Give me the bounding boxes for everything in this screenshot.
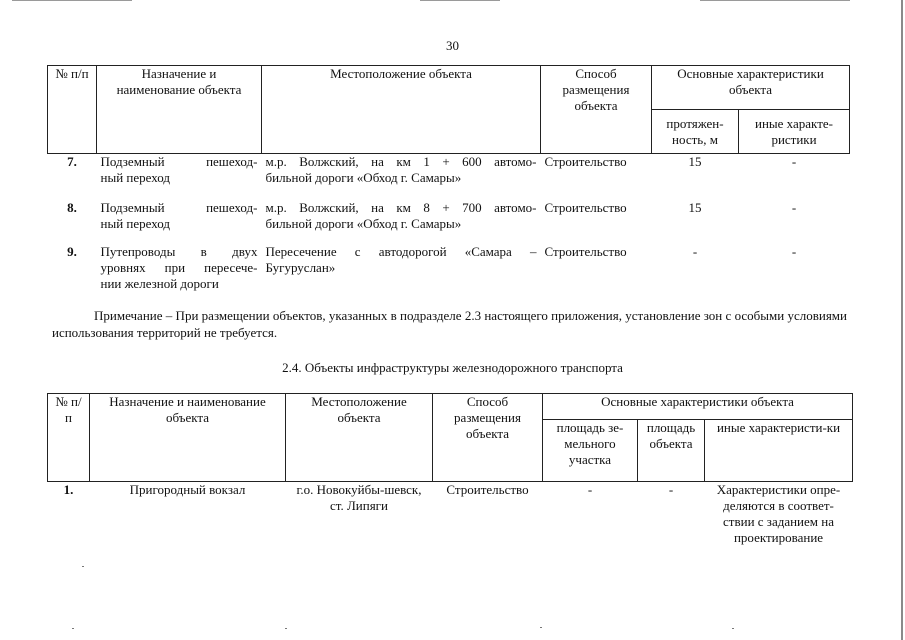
header-location: Местоположение объекта <box>286 394 433 482</box>
row-method: Строительство <box>544 199 627 215</box>
row-other: - <box>739 154 850 200</box>
header-length: протяжен-ность, м <box>652 110 739 154</box>
header-method: Способ размещения объекта <box>541 66 652 154</box>
row-location: Пересечение с автодорогой «Самара – Бугуруслан» <box>265 243 537 275</box>
row-land-area: - <box>543 482 638 554</box>
row-length: - <box>692 243 698 259</box>
page-number: 30 <box>446 38 459 53</box>
row-name: Пригородный вокзал <box>90 482 286 554</box>
row-other: - <box>791 243 797 259</box>
table-row <box>48 154 850 200</box>
header-location: Местоположение объекта <box>262 66 541 154</box>
header-name: Назначение и наименование объекта <box>97 66 262 154</box>
row-location: м.р. Волжский, на км 1 + 600 автомо- бильной дороги «Обход г. Самары» <box>262 154 541 200</box>
row-num: 1. <box>48 482 90 554</box>
header-characteristics: Основные характеристики объекта <box>543 394 853 420</box>
row-method: Строительство <box>433 482 543 554</box>
row-object-area: - <box>638 482 705 554</box>
row-location: г.о. Новокуйбы-шевск, ст. Липяги <box>286 482 433 554</box>
section-title: 2.4. Объекты инфраструктуры железнодорожного транспорта <box>282 360 623 375</box>
scan-speck <box>72 628 74 629</box>
header-name: Назначение и наименование объекта <box>90 394 286 482</box>
header-other: иные характеристи-ки <box>705 420 853 482</box>
scan-speck <box>285 628 287 629</box>
row-other: Характеристики опре-деляются в соответ-ствии с заданием на проектирование <box>705 482 853 554</box>
row-length: 15 <box>652 154 739 200</box>
scan-edge-mark <box>700 0 850 1</box>
row-method: Строительство <box>544 243 627 259</box>
scan-edge-mark <box>12 0 132 1</box>
header-characteristics: Основные характеристики объекта <box>652 66 850 110</box>
row-name: Подземный пешеход- ный переход <box>100 199 258 231</box>
scan-speck <box>82 566 84 567</box>
scan-edge-border <box>901 0 903 640</box>
header-object-area: площадь объекта <box>638 420 705 482</box>
row-length: 15 <box>688 199 702 215</box>
row-other: - <box>791 199 797 215</box>
row-num: 9. <box>67 243 77 259</box>
row-location: м.р. Волжский, на км 8 + 700 автомо- бильной дороги «Обход г. Самары» <box>265 199 537 231</box>
road-objects-table <box>47 65 850 298</box>
row-name: Путепроводы в двух уровнях при пересече- нии железной дороги <box>100 243 258 291</box>
table-row <box>48 482 853 554</box>
table-row <box>48 244 850 298</box>
row-num: 8. <box>67 199 77 215</box>
scan-speck <box>732 628 734 629</box>
header-other: иные характе-ристики <box>739 110 850 154</box>
row-name: Подземный пешеход- ный переход <box>97 154 262 200</box>
railway-objects-table <box>47 393 853 554</box>
scan-speck <box>540 627 542 628</box>
row-num: 7. <box>48 154 97 200</box>
header-land-area: площадь зе-мельного участка <box>543 420 638 482</box>
header-num: № п/п <box>48 394 90 482</box>
table-row <box>48 200 850 244</box>
header-method: Способ размещения объекта <box>433 394 543 482</box>
note-paragraph: Примечание – При размещении объектов, указанных в подразделе 2.3 настоящего приложения, установление зон с особыми условиями использования территорий не требуется. <box>52 308 847 340</box>
header-num: № п/п <box>48 66 97 154</box>
row-method: Строительство <box>541 154 652 200</box>
scan-edge-mark <box>420 0 500 1</box>
